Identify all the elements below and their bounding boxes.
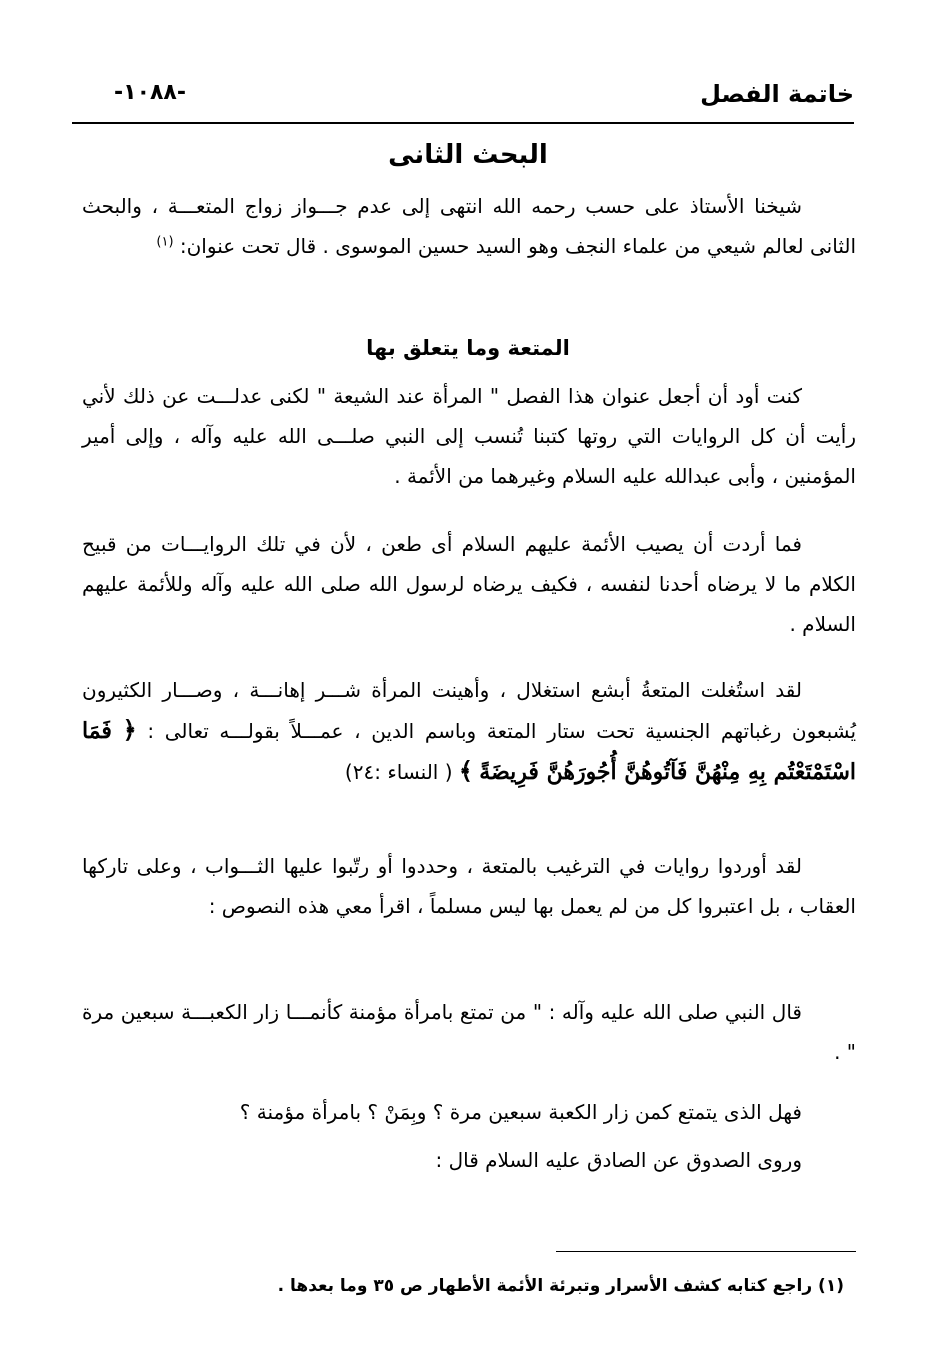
footnote-reference: (١) <box>156 234 174 250</box>
paragraph-exploitation <box>82 670 856 792</box>
chapter-title: خاتمة الفصل <box>700 80 854 108</box>
quran-verse: فَمَا اسْتَمْتَعْتُم بِهِ مِنْهُنَّ فَآتُوهُنَّ أُجُورَهُنَّ فَرِيضَةً <box>82 718 856 785</box>
page-header <box>72 78 854 124</box>
paragraph-intro-text: شيخنا الأستاذ على حسب رحمه الله انتهى إلى عدم جـــواز زواج المتعـــة ، والبحث الثانى لعالم شيعي من علماء النجف وهو السيد حسين الموسوى . قال تحت عنوان: <box>82 194 856 258</box>
page-number: -١٠٨٨- <box>114 80 186 105</box>
quran-bracket-close: ﴾ <box>458 757 473 785</box>
paragraph-saduq: وروى الصدوق عن الصادق عليه السلام قال : <box>435 1148 802 1172</box>
paragraph-question: فهل الذى يتمتع كمن زار الكعبة سبعين مرة ؟ وبِمَنْ ؟ بامرأة مؤمنة ؟ <box>239 1100 802 1124</box>
paragraph-intro <box>82 186 856 266</box>
footnote: (١) راجع كتابه كشف الأسرار وتبرئة الأئمة الأطهار ص ٣٥ وما بعدها . <box>277 1276 844 1296</box>
verse-source: ( النساء :٢٤) <box>344 760 453 784</box>
section-heading: البحث الثانى <box>388 140 548 170</box>
paragraph-exploitation-text: لقد استُغلت المتعةُ أبشع استغلال ، وأهينت المرأة شـــر إهانـــة ، وصـــار الكثيرون يُشبعون رغباتهم الجنسية تحت ستار المتعة وباسم الدين ، عمـــلاً بقولـــه تعالى : <box>82 678 857 743</box>
subsection-heading: المتعة وما يتعلق بها <box>366 336 570 360</box>
paragraph-intent: فما أردت أن يصيب الأئمة عليهم السلام أى طعن ، لأن في تلك الروايـــات من قبيح الكلام ما لا يرضاه أحدنا لنفسه ، فكيف يرضاه لرسول الله صلى الله عليه وآله وللأئمة عليهم السلام . <box>82 532 856 636</box>
footnote-divider <box>556 1251 856 1252</box>
paragraph-narrations: لقد أوردوا روايات في الترغيب بالمتعة ، وحددوا أو رتّبوا عليها الثـــواب ، وعلى تاركها العقاب ، بل اعتبروا كل من لم يعمل بها ليس مسلماً ، اقرأ معي هذه النصوص : <box>82 854 856 918</box>
paragraph-hadith: قال النبي صلى الله عليه وآله : " من تمتع بامرأة مؤمنة كأنمـــا زار الكعبـــة سبعين مرة " . <box>82 1000 856 1064</box>
quran-bracket-open: ﴿ <box>122 716 137 744</box>
paragraph-title-choice: كنت أود أن أجعل عنوان هذا الفصل " المرأة عند الشيعة " لكنى عدلـــت عن ذلك لأني رأيت أن كل الروايات التي روتها كتبنا تُنسب إلى النبي صلـــى الله عليه وآله ، وإلى أمير المؤمنين ، وأبى عبدالله عليه السلام وغيرهما من الأئمة . <box>82 384 856 488</box>
